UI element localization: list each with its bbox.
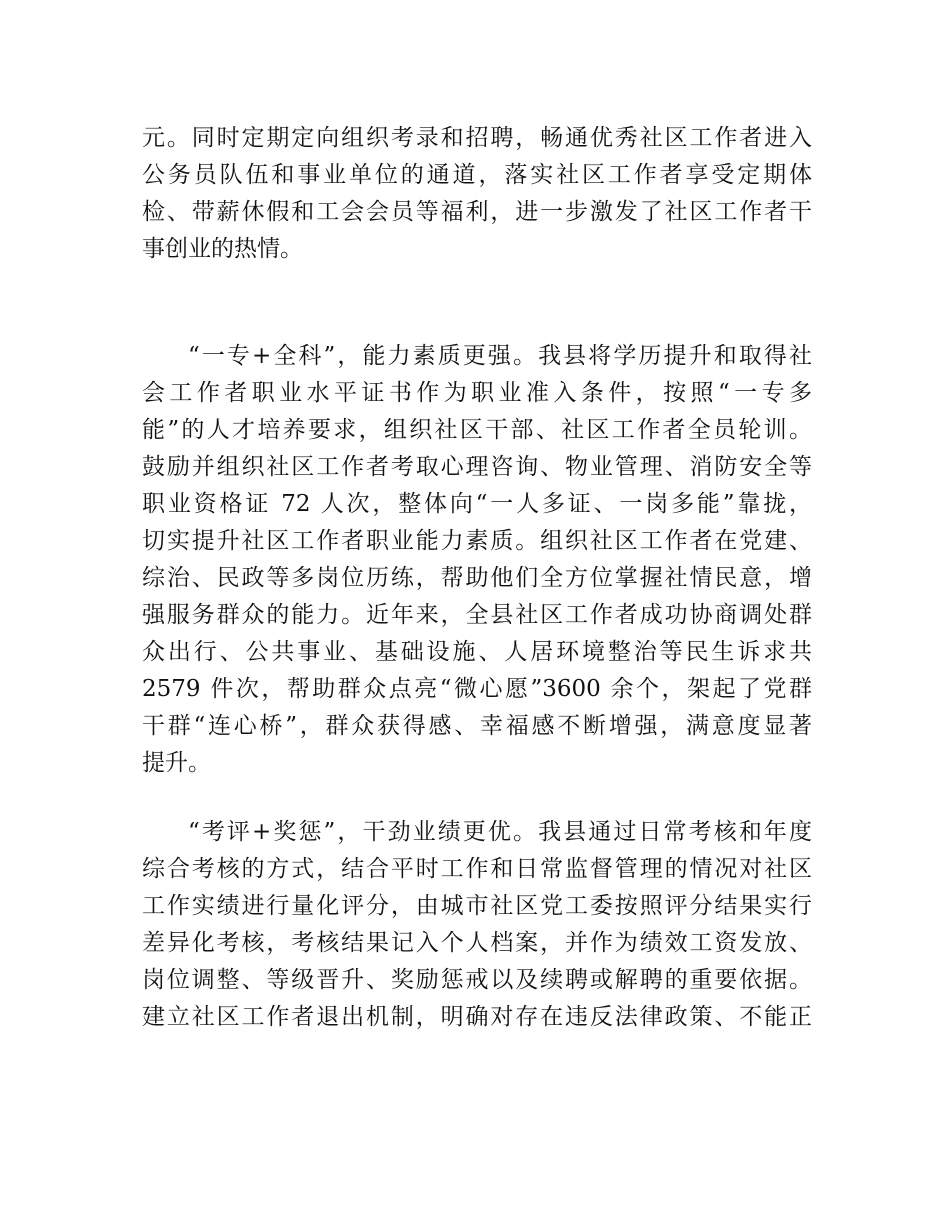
paragraph-line: 公务员队伍和事业单位的通道，落实社区工作者享受定期体 <box>142 162 812 188</box>
paragraph-line: 2579 件次，帮助群众点亮“微心愿”3600 余个，架起了党群 <box>142 676 812 702</box>
paragraph-3 <box>142 814 812 1036</box>
paragraph-line: 众出行、公共事业、基础设施、人居环境整治等民生诉求共 <box>142 639 812 665</box>
paragraph-line: “考评+奖惩”，干劲业绩更优。我县通过日常考核和年度 <box>188 819 812 845</box>
paragraph-line: 干群“连心桥”，群众获得感、幸福感不断增强，满意度显著 <box>142 713 812 739</box>
paragraph-1 <box>142 120 812 268</box>
paragraph-line: 能”的人才培养要求，组织社区干部、社区工作者全员轮训。 <box>142 417 812 443</box>
paragraph-line: 提升。 <box>142 750 211 776</box>
paragraph-line: 职业资格证 72 人次，整体向“一人多证、一岗多能”靠拢， <box>142 491 812 517</box>
paragraph-line: 检、带薪休假和工会会员等福利，进一步激发了社区工作者干 <box>142 199 812 225</box>
paragraph-line: 工作实绩进行量化评分，由城市社区党工委按照评分结果实行 <box>142 893 812 919</box>
paragraph-line: 差异化考核，考核结果记入个人档案，并作为绩效工资发放、 <box>142 930 812 956</box>
paragraph-line: 岗位调整、等级晋升、奖励惩戒以及续聘或解聘的重要依据。 <box>142 967 812 993</box>
paragraph-line: 建立社区工作者退出机制，明确对存在违反法律政策、不能正 <box>142 1004 812 1030</box>
paragraph-line: 会工作者职业水平证书作为职业准入条件，按照“一专多 <box>142 380 812 406</box>
paragraph-line: 综合考核的方式，结合平时工作和日常监督管理的情况对社区 <box>142 856 812 882</box>
paragraph-line: 切实提升社区工作者职业能力素质。组织社区工作者在党建、 <box>142 528 812 554</box>
paragraph-line: 事创业的热情。 <box>142 236 303 262</box>
paragraph-line: 综治、民政等多岗位历练，帮助他们全方位掌握社情民意，增 <box>142 565 812 591</box>
paragraph-line: 元。同时定期定向组织考录和招聘，畅通优秀社区工作者进入 <box>142 125 812 151</box>
paragraph-line: 强服务群众的能力。近年来，全县社区工作者成功协商调处群 <box>142 602 812 628</box>
paragraph-2 <box>142 338 812 782</box>
paragraph-line: “一专+全科”，能力素质更强。我县将学历提升和取得社 <box>188 343 812 369</box>
paragraph-line: 鼓励并组织社区工作者考取心理咨询、物业管理、消防安全等 <box>142 454 812 480</box>
